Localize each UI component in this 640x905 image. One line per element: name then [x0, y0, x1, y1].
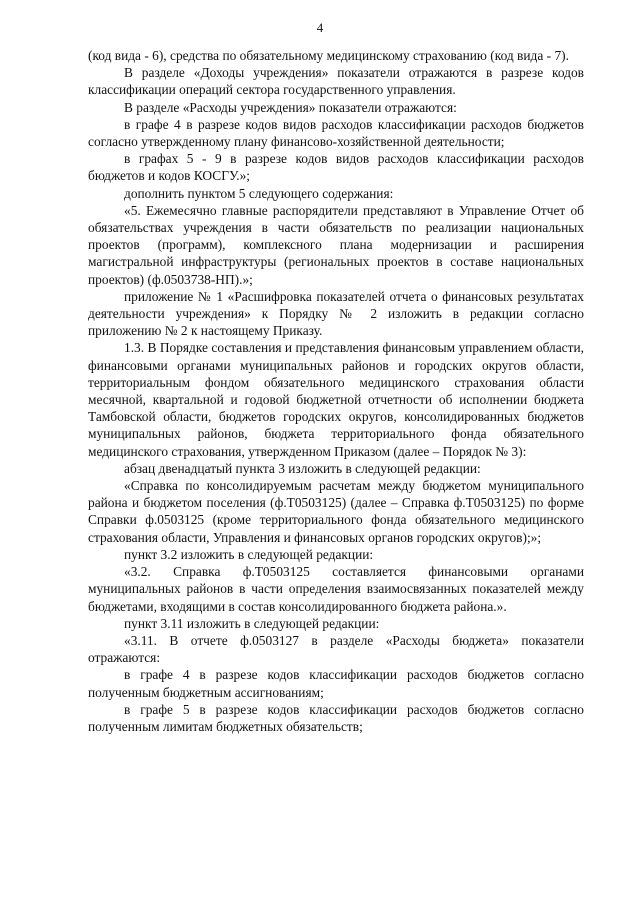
paragraph-item-5-text: «5. Ежемесячно главные распорядители представляют в Управление Отчет об обязательствах учреждения в части обязательств по реализации национальных проектов (программ), комплексного плана модернизации и расширения магистральной инфраструктуры (региональных проектов в составе национальных проектов) (ф.0503738-НП).»;	[88, 202, 584, 287]
paragraph-item-3-11-intro: пункт 3.11 изложить в следующей редакции:	[124, 615, 380, 631]
paragraph-income-section: В разделе «Доходы учреждения» показатели отражаются в разрезе кодов классификации операций сектора государственного управления.	[88, 65, 584, 98]
paragraph-spravka-definition: «Справка по консолидируемым расчетам между бюджетом муниципального района и бюджетом поселения (ф.Т0503125) (далее – Справка ф.Т0503125) по форме Справки ф.0503125 (кроме территориального фонда обязательного медицинского страхования области, Управления и финансовых органов городских округов);»;	[88, 478, 584, 545]
page-number: 4	[316, 20, 324, 35]
paragraph-column-4-budget: в графе 4 в разрезе кодов классификации расходов бюджетов согласно полученным бюджетным ассигнованиям;	[88, 667, 584, 700]
paragraph-columns-5-9: в графах 5 - 9 в разрезе кодов видов расходов классификации расходов бюджетов и кодов КОСГУ.»;	[88, 151, 584, 184]
paragraph-item-3-11-text: «3.11. В отчете ф.0503127 в разделе «Расходы бюджета» показатели отражаются:	[88, 632, 584, 666]
paragraph-section-1-3: 1.3. В Порядке составления и представления финансовым управлением области, финансовыми органами муниципальных районов и городских округов области, территориальным фондом обязательного медицинского страхования области месячной, квартальной и годовой бюджетной отчетности об исполнении бюджета Тамбовской области, бюджетов городских округов, консолидированных бюджетов муниципальных районов, бюджета территориального фонда обязательного медицинского страхования, утвержденном Приказом (далее – Порядок № 3):	[88, 340, 584, 459]
paragraph-expenses-section-intro: В разделе «Расходы учреждения» показатели отражаются:	[124, 99, 457, 115]
paragraph-column-5-budget: в графе 5 в разрезе кодов классификации расходов бюджетов согласно полученным лимитам бюджетных обязательств;	[88, 701, 584, 734]
paragraph-abzats-12: абзац двенадцатый пункта 3 изложить в следующей редакции:	[124, 460, 481, 476]
paragraph-item-3-2-intro: пункт 3.2 изложить в следующей редакции:	[124, 546, 374, 562]
paragraph-appendix-1: приложение № 1 «Расшифровка показателей отчета о финансовых результатах деятельности учреждения» к Порядку № 2 изложить в редакции согласно приложению № 2 к настоящему Приказу.	[88, 288, 584, 339]
paragraph-column-4: в графе 4 в разрезе кодов видов расходов классификации расходов бюджетов согласно утвержденному плану финансово-хозяйственной деятельности;	[88, 116, 584, 150]
paragraph-add-item-5: дополнить пунктом 5 следующего содержания:	[124, 185, 394, 201]
paragraph-code-types-continuation: (код вида - 6), средства по обязательному медицинскому страхованию (код вида - 7).	[88, 48, 569, 63]
paragraph-item-3-2-text: «3.2. Справка ф.Т0503125 составляется финансовыми органами муниципальных районов в части определения взаимосвязанных показателей между бюджетами, входящими в состав консолидированного бюджета района.».	[88, 564, 584, 614]
document-body	[88, 47, 584, 735]
